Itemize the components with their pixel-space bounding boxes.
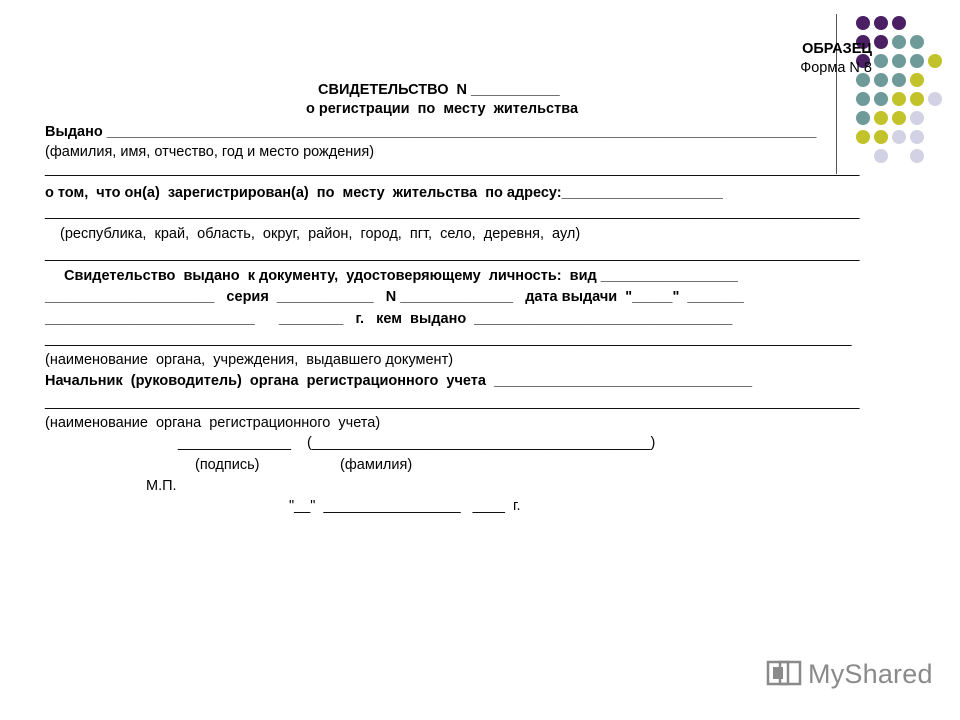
dot [874, 149, 888, 163]
registered-line: о том, что он(а) зарегистрирован(а) по месту жительства по адресу:____________________ [45, 185, 723, 201]
logo-text: MyShared [808, 658, 933, 689]
dot [874, 130, 888, 144]
dot [892, 54, 906, 68]
signature-line: ______________ (__________________________________________) [178, 435, 656, 451]
dot [856, 111, 870, 125]
dot [874, 111, 888, 125]
dot [874, 73, 888, 87]
blank-line: _____________________________________________________________________________________________________ [45, 161, 860, 177]
dot [910, 130, 924, 144]
sample-label: ОБРАЗЕЦ [802, 41, 872, 57]
dot [892, 130, 906, 144]
form-number: Форма N 8 [800, 60, 872, 76]
dot [892, 16, 906, 30]
blank-line: _____________________________________________________________________________________________________ [45, 394, 860, 410]
org-hint: (наименование органа, учреждения, выдавшего документ) [45, 352, 454, 368]
page-title: СВИДЕТЕЛЬСТВО N ___________ [318, 82, 560, 98]
issued-to-hint: (фамилия, имя, отчество, год и место рождения) [45, 144, 375, 160]
blank-line: ____________________________________________________________________________________________________ [45, 331, 852, 347]
dot [910, 54, 924, 68]
dot [892, 35, 906, 49]
reg-org-hint: (наименование органа регистрационного учета) [45, 415, 381, 431]
dot [928, 92, 942, 106]
blank-line: _____________________________________________________________________________________________________ [45, 204, 860, 220]
blank-line: _____________________________________________________________________________________________________ [45, 246, 860, 262]
dot [874, 35, 888, 49]
dot [910, 73, 924, 87]
dot [874, 92, 888, 106]
slides-icon [766, 659, 804, 689]
series-line: _____________________ серия ____________ N ______________ дата выдачи "_____" _______ [45, 289, 744, 305]
dot [910, 111, 924, 125]
divider-line [836, 14, 837, 174]
dot [856, 130, 870, 144]
document-line: Свидетельство выдано к документу, удостоверяющему личность: вид _________________ [64, 268, 738, 284]
dot [910, 149, 924, 163]
decorative-dot-grid [852, 12, 960, 162]
dot [928, 54, 942, 68]
dot [874, 54, 888, 68]
date-line: "__" _________________ ____ г. [289, 498, 521, 514]
head-line: Начальник (руководитель) органа регистрационного учета ________________________________ [45, 373, 753, 389]
signature-hint: (подпись) (фамилия) [195, 457, 413, 473]
dot [856, 92, 870, 106]
issued-to-line: Выдано ________________________________________________________________________________________ [45, 124, 817, 140]
dot [910, 35, 924, 49]
dot [892, 73, 906, 87]
stamp-label: М.П. [146, 478, 177, 494]
address-hint: (республика, край, область, округ, район, город, пгт, село, деревня, аул) [60, 226, 581, 242]
dot [874, 16, 888, 30]
page-subtitle: о регистрации по месту жительства [306, 101, 579, 117]
dot [892, 111, 906, 125]
dot [856, 16, 870, 30]
dot [892, 92, 906, 106]
issued-by-line: __________________________ ________ г. кем выдано ________________________________ [45, 311, 733, 327]
myshared-logo [766, 656, 933, 692]
dot [910, 92, 924, 106]
